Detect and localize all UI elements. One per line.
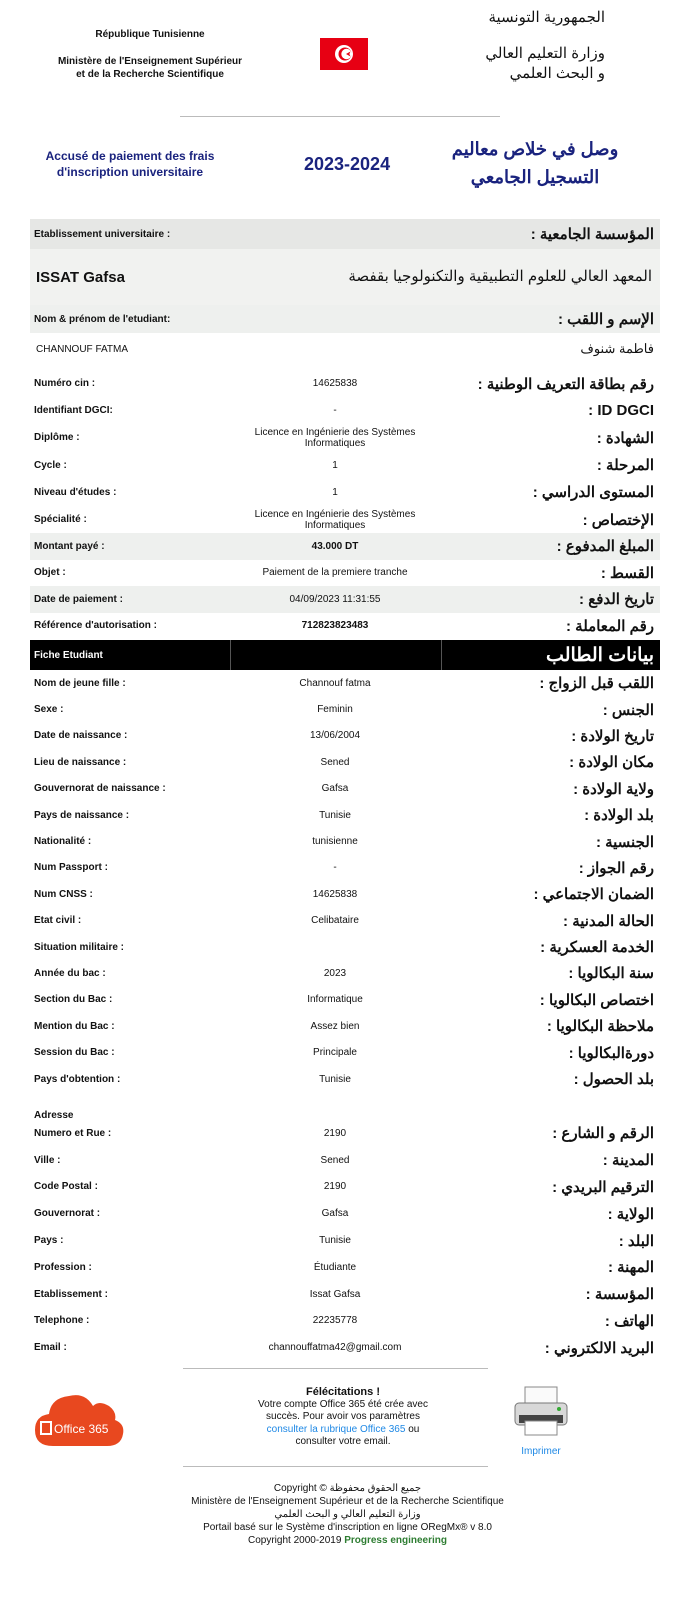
field-label-fr: Année du bac : xyxy=(34,967,106,979)
rows-fiche-row xyxy=(30,1039,660,1065)
field-label-fr: Référence d'autorisation : xyxy=(34,620,157,632)
field-value: Étudiante xyxy=(313,1261,357,1273)
field-label-ar: اللقب قبل الزواج : xyxy=(539,675,654,693)
field-label-fr: Etablissement : xyxy=(34,1288,108,1300)
ministry-fr-2: et de la Recherche Scientifique xyxy=(76,69,224,80)
field-label-fr: Nom de jeune fille : xyxy=(34,677,126,689)
rows-fiche-row xyxy=(30,749,660,775)
field-value: Licence en Ingénierie des Systèmes Informatiques xyxy=(254,426,416,449)
field-value: 13/06/2004 xyxy=(309,730,361,742)
info-table xyxy=(30,370,660,533)
field-value: tunisienne xyxy=(312,836,358,848)
field-value: Sened xyxy=(320,1154,350,1166)
field-label-ar: الإختصاص : xyxy=(582,511,654,529)
congrats-line2: succès. Pour avoir vos paramètres xyxy=(266,1411,420,1422)
fiche-table xyxy=(30,670,660,1092)
rows-info-row xyxy=(30,506,660,533)
student-name-fr: CHANNOUF FATMA xyxy=(36,343,129,355)
congrats-line-link xyxy=(238,1424,448,1437)
republic-fr: République Tunisienne xyxy=(95,29,205,40)
student-name-ar: فاطمة شنوف xyxy=(580,341,654,356)
etablissement-label-ar: المؤسسة الجامعية : xyxy=(530,226,654,243)
title-ar-line2: التسجيل الجامعي xyxy=(470,167,600,187)
field-value: - xyxy=(333,405,337,417)
field-label-fr: Num Passport : xyxy=(34,862,108,874)
field-label-fr: Code Postal : xyxy=(34,1181,98,1193)
field-value: Feminin xyxy=(317,704,353,716)
fiche-title-ar: بيانات الطالب xyxy=(546,644,654,666)
rows-payment-row xyxy=(30,613,660,640)
rows-fiche-row xyxy=(30,670,660,696)
footer-years: Copyright 2000-2019 xyxy=(248,1535,342,1546)
field-label-ar: دورةالبكالويا : xyxy=(568,1044,654,1062)
field-label-fr: Cycle : xyxy=(34,459,67,471)
etablissement-value-ar: المعهد العالي للعلوم التطبيقية والتكنولوجيا بقفصة xyxy=(348,268,652,285)
field-value: Sened xyxy=(320,756,350,768)
print-label[interactable]: Imprimer xyxy=(521,1446,561,1457)
field-label-ar: البريد الالكتروني : xyxy=(544,1339,654,1357)
rows-address-row xyxy=(30,1227,660,1254)
rows-fiche-row xyxy=(30,881,660,907)
field-value: Celibataire xyxy=(311,915,359,927)
rows-info-row xyxy=(30,370,660,397)
field-label-ar: المرحلة : xyxy=(596,457,654,475)
field-label-ar: الضمان الاجتماعي : xyxy=(533,886,654,904)
field-label-fr: Identifiant DGCI: xyxy=(34,405,113,417)
field-value: Tunisie xyxy=(319,1073,351,1085)
field-label-fr: Situation militaire : xyxy=(34,941,125,953)
footer xyxy=(0,1482,695,1547)
field-value: Principale xyxy=(313,1047,357,1059)
academic-year: 2023-2024 xyxy=(304,154,391,174)
field-label-fr: Date de paiement : xyxy=(34,593,123,605)
rows-payment-row xyxy=(30,533,660,560)
title-fr-line2: d'inscription universitaire xyxy=(56,165,204,179)
field-value: Tunisie xyxy=(319,809,351,821)
field-label-ar: ولاية الولادة : xyxy=(573,780,654,798)
office365-message xyxy=(238,1386,448,1449)
field-value: 2023 xyxy=(323,967,347,979)
print-button[interactable] xyxy=(510,1385,572,1457)
office365-link[interactable]: consulter la rubrique Office 365 xyxy=(266,1423,406,1435)
field-value: 712823823483 xyxy=(301,620,369,632)
rows-address-row xyxy=(30,1200,660,1227)
copyright-fr: Copyright © xyxy=(273,1483,327,1494)
fiche-title-fr: Fiche Etudiant xyxy=(34,649,103,661)
field-label-fr: Diplôme : xyxy=(34,432,80,444)
footer-ministry-ar: وزارة التعليم العالي و البحث العلمي xyxy=(274,1509,421,1520)
footer-years-line xyxy=(0,1534,695,1547)
rows-info-row xyxy=(30,424,660,451)
field-label-fr: Spécialité : xyxy=(34,514,87,526)
field-label-ar: مكان الولادة : xyxy=(569,754,654,772)
field-label-fr: Gouvernorat de naissance : xyxy=(34,783,166,795)
field-value: Tunisie xyxy=(319,1235,351,1247)
rows-fiche-row xyxy=(30,776,660,802)
field-label-ar: الخدمة العسكرية : xyxy=(540,939,654,957)
field-label-fr: Pays de naissance : xyxy=(34,809,130,821)
student-name-value-row xyxy=(30,333,660,365)
field-value: 1 xyxy=(332,486,338,498)
student-name-label-ar: الإسم و اللقب : xyxy=(557,311,654,328)
rows-fiche-row xyxy=(30,828,660,854)
field-label-fr: Num CNSS : xyxy=(34,888,93,900)
field-label-fr: Sexe : xyxy=(34,704,64,716)
field-label-fr: Numéro cin : xyxy=(34,378,96,390)
address-section xyxy=(30,1099,660,1121)
field-label-fr: Niveau d'études : xyxy=(34,486,117,498)
field-label-fr: Section du Bac : xyxy=(34,994,113,1006)
office365-logo-text: Office 365 xyxy=(54,1422,109,1436)
field-value: Gafsa xyxy=(321,783,349,795)
rows-address-row xyxy=(30,1120,660,1147)
field-value: 14625838 xyxy=(312,378,358,390)
copyright-ar: جميع الحقوق محفوظة xyxy=(329,1483,422,1494)
rows-address-row xyxy=(30,1254,660,1281)
rows-address-row xyxy=(30,1147,660,1174)
field-label-fr: Pays : xyxy=(34,1235,64,1247)
field-label-ar: ملاحظة البكالويا : xyxy=(546,1018,654,1036)
field-label-fr: Etat civil : xyxy=(34,915,82,927)
field-label-ar: بلد الولادة : xyxy=(584,807,654,825)
field-value: Issat Gafsa xyxy=(309,1288,361,1300)
rows-address-row xyxy=(30,1308,660,1335)
rows-fiche-row xyxy=(30,908,660,934)
field-label-ar: ID DGCI : xyxy=(588,402,654,420)
ministry-ar-1: وزارة التعليم العالي xyxy=(485,45,605,62)
field-label-ar: المستوى الدراسي : xyxy=(532,484,654,502)
field-value: channouffatma42@gmail.com xyxy=(268,1342,402,1354)
field-label-fr: Gouvernorat : xyxy=(34,1208,101,1220)
rows-fiche-row xyxy=(30,1066,660,1092)
ministry-ar-2: و البحث العلمي xyxy=(509,65,605,82)
field-value: 2190 xyxy=(323,1181,347,1193)
field-label-ar: المبلغ المدفوع : xyxy=(556,538,654,556)
rows-address-row xyxy=(30,1334,660,1361)
field-value: Channouf fatma xyxy=(299,677,371,689)
divider xyxy=(180,116,500,117)
field-value: 14625838 xyxy=(312,888,358,900)
field-value: Gafsa xyxy=(321,1208,349,1220)
payment-table xyxy=(30,533,660,639)
title-fr xyxy=(30,148,230,180)
footer-portal: Portail basé sur le Système d'inscription en ligne ORegMx® v 8.0 xyxy=(203,1522,492,1533)
field-label-ar: المدينة : xyxy=(602,1152,654,1170)
etablissement-section xyxy=(30,219,660,365)
rows-fiche-row xyxy=(30,1013,660,1039)
student-name-label-row xyxy=(30,305,660,333)
rows-fiche-row xyxy=(30,987,660,1013)
rows-info-row xyxy=(30,397,660,424)
congrats-title: Félécitations ! xyxy=(306,1386,380,1398)
rows-info-row xyxy=(30,452,660,479)
field-label-ar: رقم الجواز : xyxy=(578,859,654,877)
congrats-line1: Votre compte Office 365 été crée avec xyxy=(258,1398,428,1410)
field-label-ar: المؤسسة : xyxy=(585,1286,654,1304)
office365-logo-icon[interactable] xyxy=(33,1390,125,1448)
etablissement-label-row xyxy=(30,219,660,249)
rows-payment-row xyxy=(30,586,660,613)
field-value: Licence en Ingénierie des Systèmes Informatiques xyxy=(254,508,416,531)
field-label-ar: رقم بطاقة التعريف الوطنية : xyxy=(477,375,654,393)
field-label-ar: الحالة المدنية : xyxy=(563,912,654,930)
field-value: 22235778 xyxy=(312,1315,358,1327)
rows-fiche-row xyxy=(30,855,660,881)
fiche-header-row xyxy=(30,640,660,670)
field-label-ar: الهاتف : xyxy=(604,1312,654,1330)
field-value: - xyxy=(333,862,337,874)
field-label-fr: Numero et Rue : xyxy=(34,1127,112,1139)
tunisia-flag-icon xyxy=(320,38,368,70)
field-label-fr: Lieu de naissance : xyxy=(34,756,127,768)
field-label-ar: الجنسية : xyxy=(595,833,654,851)
etablissement-value-row xyxy=(30,249,660,305)
field-label-ar: الجنس : xyxy=(602,701,654,719)
field-label-ar: البلد : xyxy=(618,1232,654,1250)
rows-address-row xyxy=(30,1174,660,1201)
field-label-ar: تاريخ الدفع : xyxy=(579,591,654,609)
page-header xyxy=(0,0,695,120)
field-label-ar: رقم المعاملة : xyxy=(566,617,654,635)
address-table xyxy=(30,1120,660,1361)
fiche-header xyxy=(30,640,660,670)
field-label-fr: Objet : xyxy=(34,567,66,579)
field-label-fr: Ville : xyxy=(34,1154,61,1166)
header-fr xyxy=(30,28,270,81)
field-label-fr: Telephone : xyxy=(34,1315,90,1327)
republic-ar: الجمهورية التونسية xyxy=(488,9,605,26)
field-label-ar: بلد الحصول : xyxy=(573,1071,654,1089)
rows-info-row xyxy=(30,479,660,506)
footer-divider-1 xyxy=(183,1368,488,1369)
rows-fiche-row xyxy=(30,802,660,828)
title-fr-line1: Accusé de paiement des frais xyxy=(45,149,215,163)
rows-fiche-row xyxy=(30,960,660,986)
footer-divider-2 xyxy=(183,1466,488,1467)
etablissement-value-fr: ISSAT Gafsa xyxy=(36,268,125,286)
field-value: Informatique xyxy=(307,994,363,1006)
field-value: Assez bien xyxy=(310,1020,360,1032)
field-label-ar: تاريخ الولادة : xyxy=(571,727,654,745)
field-label-ar: القسط : xyxy=(600,564,654,582)
field-label-fr: Mention du Bac : xyxy=(34,1020,115,1032)
title-ar xyxy=(435,135,635,191)
field-label-fr: Profession : xyxy=(34,1261,92,1273)
address-label: Adresse xyxy=(34,1110,74,1121)
field-value: 1 xyxy=(332,459,338,471)
field-label-fr: Session du Bac : xyxy=(34,1047,115,1059)
field-label-fr: Pays d'obtention : xyxy=(34,1073,121,1085)
student-name-label-fr: Nom & prénom de l'etudiant: xyxy=(34,313,171,325)
rows-payment-row xyxy=(30,560,660,587)
field-label-fr: Montant payé : xyxy=(34,540,105,552)
field-label-fr: Date de naissance : xyxy=(34,730,128,742)
etablissement-label-fr: Etablissement universitaire : xyxy=(34,228,171,240)
field-label-ar: المهنة : xyxy=(607,1259,654,1277)
field-value: 2190 xyxy=(323,1127,347,1139)
congrats-line3: consulter votre email. xyxy=(295,1436,391,1447)
copyright-line xyxy=(0,1482,695,1495)
footer-ministry-fr: Ministère de l'Enseignement Supérieur et de la Recherche Scientifique xyxy=(191,1496,504,1507)
printer-icon xyxy=(511,1385,571,1437)
field-value: 04/09/2023 11:31:55 xyxy=(289,593,381,605)
field-value: Paiement de la premiere tranche xyxy=(262,567,408,579)
ministry-fr-1: Ministère de l'Enseignement Supérieur xyxy=(57,56,243,67)
rows-fiche-row xyxy=(30,696,660,722)
field-label-ar: اختصاص البكالويا : xyxy=(539,991,654,1009)
rows-fiche-row xyxy=(30,934,660,960)
header-ar xyxy=(485,8,605,84)
field-label-ar: سنة البكالويا : xyxy=(568,965,654,983)
field-label-ar: الترقيم البريدي : xyxy=(552,1178,654,1196)
rows-address-row xyxy=(30,1281,660,1308)
company-link[interactable]: Progress engineering xyxy=(344,1535,447,1546)
title-ar-line1: وصل في خلاص معاليم xyxy=(451,139,619,159)
field-label-ar: الولاية : xyxy=(607,1205,654,1223)
field-value: 43.000 DT xyxy=(311,540,359,552)
field-label-fr: Nationalité : xyxy=(34,836,92,848)
field-label-fr: Email : xyxy=(34,1342,67,1354)
rows-fiche-row xyxy=(30,723,660,749)
field-label-ar: الشهادة : xyxy=(596,429,654,447)
congrats-after-link: ou xyxy=(408,1423,420,1435)
field-label-ar: الرقم و الشارع : xyxy=(552,1125,654,1143)
